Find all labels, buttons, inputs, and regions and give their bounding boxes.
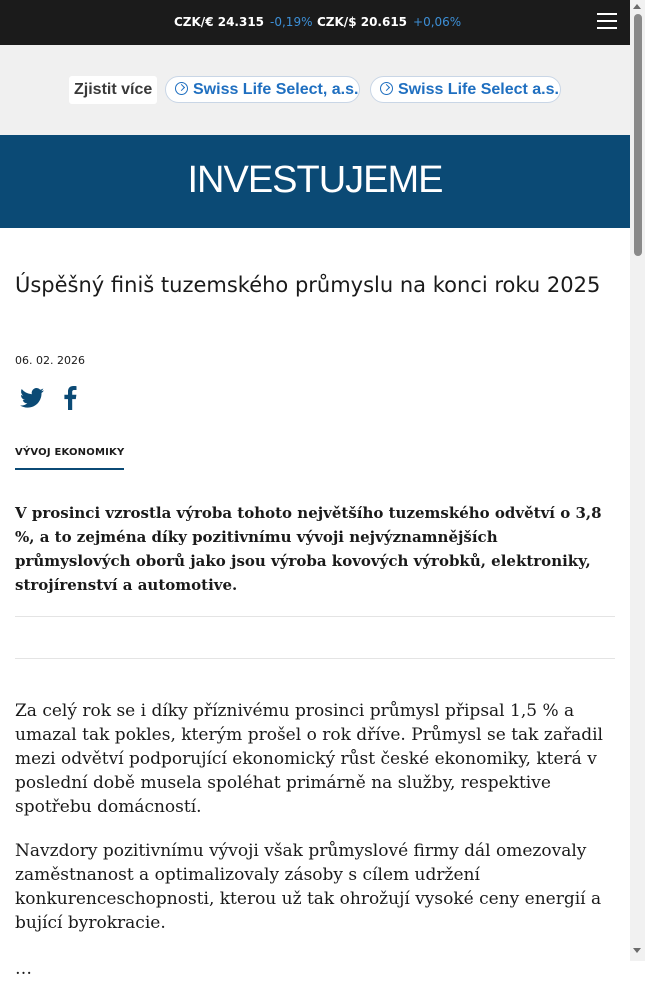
top-bar bbox=[0, 0, 630, 45]
sponsor-link-2-label: Swiss Life Select a.s. bbox=[398, 81, 559, 98]
rate-eur-change: -0,19% bbox=[270, 15, 313, 29]
scroll-up-icon[interactable] bbox=[633, 4, 641, 9]
article-category[interactable]: VÝVOJ EKONOMIKY bbox=[15, 447, 124, 470]
rate-usd-change: +0,06% bbox=[413, 15, 462, 29]
sponsor-bar bbox=[0, 45, 630, 135]
sponsor-link-1-label: Swiss Life Select, a.s. bbox=[193, 81, 359, 98]
twitter-icon[interactable] bbox=[20, 388, 44, 408]
sponsor-link-2[interactable] bbox=[370, 76, 561, 103]
sponsor-link-1[interactable] bbox=[165, 76, 360, 103]
article-paragraph: … bbox=[15, 959, 32, 979]
facebook-icon[interactable] bbox=[63, 386, 77, 410]
divider bbox=[15, 616, 615, 617]
brand-banner bbox=[0, 135, 630, 228]
article-date: 06. 02. 2026 bbox=[15, 354, 85, 367]
site-logo[interactable]: INVESTUJEME bbox=[187, 159, 443, 201]
rate-usd-label: CZK/$ 20.615 bbox=[317, 15, 408, 29]
menu-icon[interactable] bbox=[597, 13, 617, 31]
rate-eur-label: CZK/€ 24.315 bbox=[174, 15, 265, 29]
scroll-down-icon[interactable] bbox=[633, 948, 641, 953]
scrollbar-thumb[interactable] bbox=[634, 14, 642, 256]
article-paragraph: Navzdory pozitivnímu vývoji však průmyslové firmy dál omezovaly zaměstnanost a optimalizovaly zásoby s cílem udržení konkurenceschopnosti, kterou už tak ohrožují vysoké ceny energií a bující byrokracie. bbox=[15, 841, 602, 933]
sponsor-label: Zjistit více bbox=[69, 76, 157, 104]
arrow-circle-icon bbox=[175, 82, 188, 95]
rate-eur bbox=[174, 15, 312, 29]
article-lead: V prosinci vzrostla výroba tohoto největšího tuzemského odvětví o 3,8 %, a to zejména díky pozitivnímu vývoji nejvýznamnějších průmyslových oborů jako jsou výroba kovových výrobků, elektroniky, strojírenství a automotive. bbox=[15, 504, 602, 594]
article-paragraph: Za celý rok se i díky příznivému prosinci průmysl připsal 1,5 % a umazal tak pokles, kterým prošel o rok dříve. Průmysl se tak zařadil mezi odvětví podporující ekonomický růst české ekonomiky, která v poslední době musela spoléhat primárně na služby, respektive spotřebu domácností. bbox=[15, 701, 603, 817]
article-title: Úspěšný finiš tuzemského průmyslu na konci roku 2025 bbox=[15, 273, 601, 297]
arrow-circle-icon bbox=[380, 82, 393, 95]
divider bbox=[15, 658, 615, 659]
rate-usd bbox=[317, 15, 461, 29]
scrollbar[interactable] bbox=[630, 0, 645, 961]
